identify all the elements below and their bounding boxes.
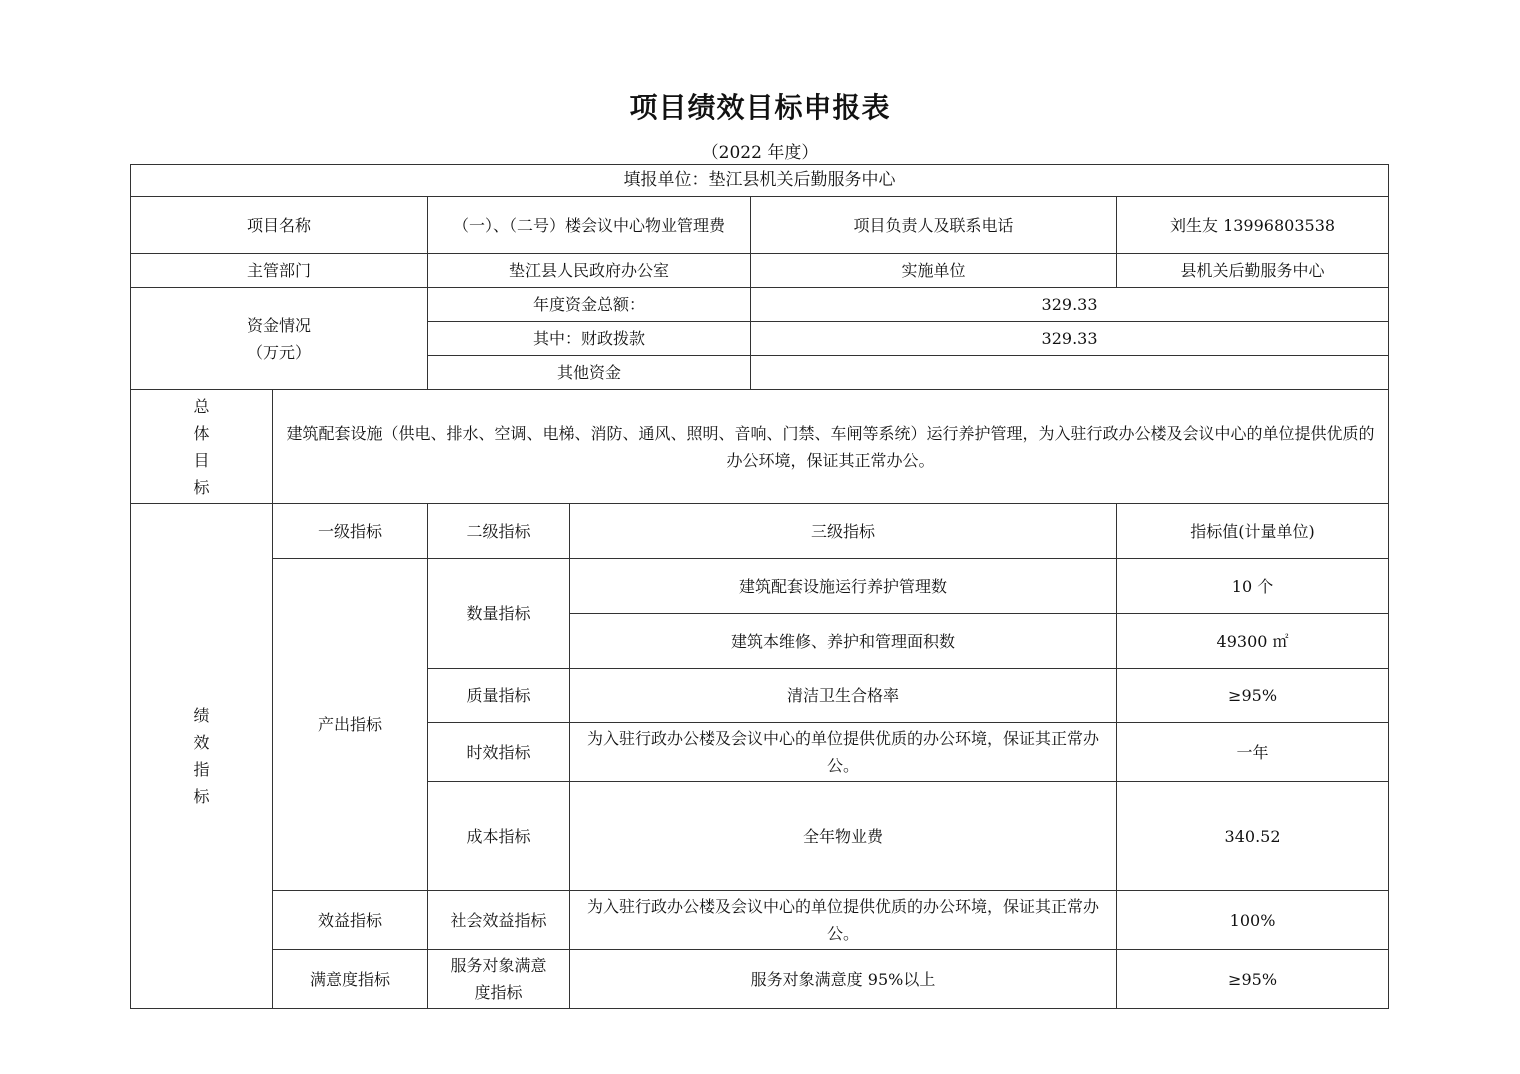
- quantity-level3-2: 建筑本维修、养护和管理面积数: [570, 614, 1117, 669]
- quantity-value-2: 49300 ㎡: [1117, 614, 1389, 669]
- overall-goal-char: 标: [193, 477, 210, 497]
- funds-fiscal-value: 329.33: [751, 322, 1389, 356]
- overall-goal-row: [131, 390, 1389, 504]
- indicators-char: 绩: [193, 706, 210, 725]
- cost-level3: 全年物业费: [570, 782, 1117, 891]
- overall-goal-label: [131, 390, 273, 504]
- benefit-level1: 效益指标: [273, 891, 428, 950]
- cost-value: 340.52: [1117, 782, 1389, 891]
- funds-other-label: 其他资金: [428, 356, 751, 390]
- funds-label: [131, 288, 428, 390]
- quality-level3: 清洁卫生合格率: [570, 669, 1117, 723]
- project-contact-label: 项目负责人及联系电话: [751, 197, 1117, 254]
- implementing-unit-label: 实施单位: [751, 254, 1117, 288]
- quantity-level2: 数量指标: [428, 559, 570, 669]
- satisfaction-value: ≥95%: [1117, 950, 1389, 1009]
- funds-label-line1: 资金情况: [246, 315, 311, 335]
- reporting-unit: 填报单位：垫江县机关后勤服务中心: [131, 165, 1389, 197]
- satisfaction-level3: 服务对象满意度 95%以上: [570, 950, 1117, 1009]
- indicators-char: 效: [193, 733, 210, 752]
- quantity-level3-1: 建筑配套设施运行养护管理数: [570, 559, 1117, 614]
- overall-goal-char: 总: [193, 396, 210, 416]
- quality-value: ≥95%: [1117, 669, 1389, 723]
- project-contact-value: 刘生友 13996803538: [1117, 197, 1389, 254]
- output-level1: 产出指标: [273, 559, 428, 891]
- funds-total-label: 年度资金总额：: [428, 288, 751, 322]
- indicators-label: [131, 504, 273, 1009]
- department-value: 垫江县人民政府办公室: [428, 254, 751, 288]
- header-level2: 二级指标: [428, 504, 570, 559]
- table-row: [131, 950, 1389, 1009]
- satisfaction-level2: 服务对象满意度指标: [428, 950, 570, 1009]
- quality-level2: 质量指标: [428, 669, 570, 723]
- reporting-unit-row: [131, 165, 1389, 197]
- project-row: [131, 197, 1389, 254]
- indicators-char: 指: [193, 760, 210, 779]
- funds-label-line2: （万元）: [246, 342, 311, 362]
- satisfaction-level1: 满意度指标: [273, 950, 428, 1009]
- timeliness-level3: 为入驻行政办公楼及会议中心的单位提供优质的办公环境，保证其正常办公。: [570, 723, 1117, 782]
- header-level3: 三级指标: [570, 504, 1117, 559]
- overall-goal-char: 体: [193, 423, 210, 443]
- overall-goal-char: 目: [193, 450, 210, 470]
- implementing-unit-value: 县机关后勤服务中心: [1117, 254, 1389, 288]
- report-year: （2022 年度）: [701, 143, 819, 163]
- overall-goal-text: 建筑配套设施（供电、排水、空调、电梯、消防、通风、照明、音响、门禁、车闸等系统）运行养护管理，为入驻行政办公楼及会议中心的单位提供优质的办公环境，保证其正常办公。: [273, 390, 1389, 504]
- department-row: [131, 254, 1389, 288]
- funds-fiscal-label: 其中：财政拨款: [428, 322, 751, 356]
- funds-other-value: [751, 356, 1389, 390]
- funds-total-value: 329.33: [751, 288, 1389, 322]
- table-row: [131, 559, 1389, 614]
- header-value: 指标值(计量单位): [1117, 504, 1389, 559]
- quantity-value-1: 10 个: [1117, 559, 1389, 614]
- timeliness-value: 一年: [1117, 723, 1389, 782]
- header-level1: 一级指标: [273, 504, 428, 559]
- project-name-label: 项目名称: [131, 197, 428, 254]
- department-label: 主管部门: [131, 254, 428, 288]
- indicators-char: 标: [193, 787, 210, 806]
- project-name-value: （一）、（二号）楼会议中心物业管理费: [428, 197, 751, 254]
- cost-level2: 成本指标: [428, 782, 570, 891]
- indicator-header-row: [131, 504, 1389, 559]
- benefit-level3: 为入驻行政办公楼及会议中心的单位提供优质的办公环境，保证其正常办公。: [570, 891, 1117, 950]
- benefit-value: 100%: [1117, 891, 1389, 950]
- page-title: 项目绩效目标申报表: [629, 91, 891, 124]
- funds-total-row: [131, 288, 1389, 322]
- timeliness-level2: 时效指标: [428, 723, 570, 782]
- table-row: [131, 891, 1389, 950]
- benefit-level2: 社会效益指标: [428, 891, 570, 950]
- performance-goal-table: [130, 164, 1389, 1009]
